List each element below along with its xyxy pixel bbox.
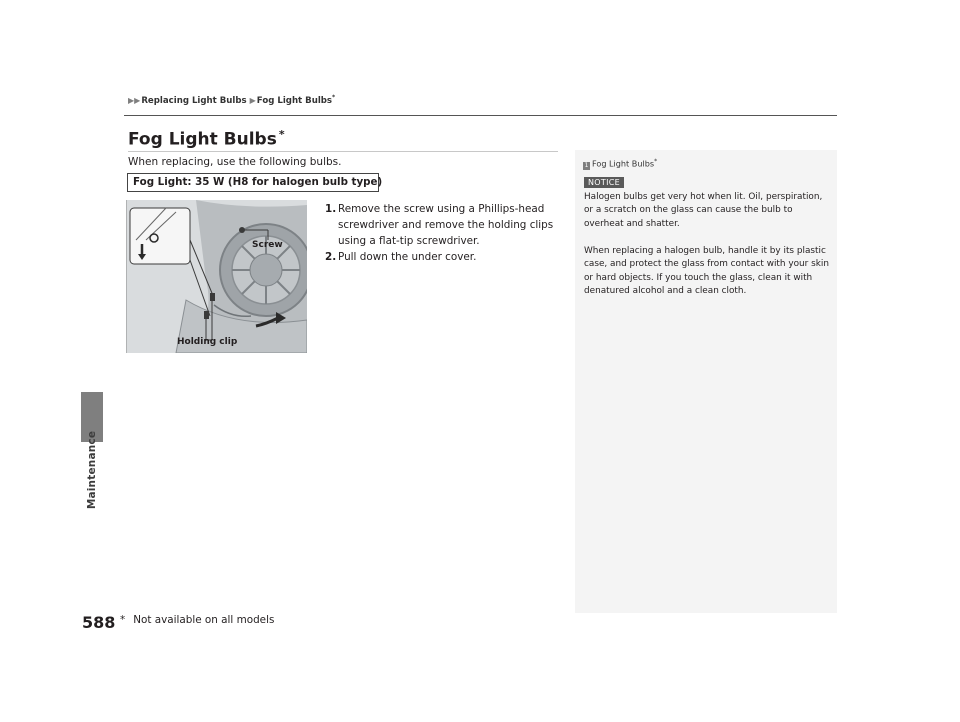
breadcrumb-asterisk: * bbox=[332, 94, 336, 101]
breadcrumb-item-fog-light-bulbs[interactable]: Fog Light Bulbs bbox=[256, 95, 333, 106]
breadcrumb-arrow-icon: ▶▶ bbox=[128, 95, 141, 105]
notice-badge: NOTICE bbox=[584, 177, 624, 188]
fog-light-illustration bbox=[126, 200, 307, 353]
page-number: 588 bbox=[82, 613, 116, 632]
note-paragraph: When replacing a halogen bulb, handle it by its plastic case, and protect the glass from contact with your skin or hard objects. If you touch the glass, clean it with denatured alcohol and a clean cloth. bbox=[584, 246, 829, 296]
step-text: Pull down the under cover. bbox=[338, 251, 477, 263]
breadcrumb-arrow-icon: ▶ bbox=[249, 95, 256, 105]
page-title-asterisk: * bbox=[278, 128, 285, 141]
step-number: 1. bbox=[325, 203, 337, 215]
bumper-diagram bbox=[126, 200, 307, 353]
note-asterisk: * bbox=[654, 158, 658, 165]
step-text: Remove the screw using a Phillips-head screwdriver and remove the holding clips using a flat-tip screwdriver. bbox=[338, 203, 554, 247]
footnote-text: Not available on all models bbox=[133, 614, 275, 626]
breadcrumb-item-replacing-light-bulbs[interactable]: Replacing Light Bulbs bbox=[141, 95, 247, 106]
breadcrumb bbox=[128, 94, 335, 106]
note-paragraph: Halogen bulbs get very hot when lit. Oil, perspiration, or a scratch on the glass can cause the bulb to overheat and shatter. bbox=[584, 192, 823, 229]
section-label: Maintenance bbox=[86, 430, 98, 510]
note-index-badge: 1 bbox=[584, 161, 589, 169]
side-note-heading bbox=[583, 158, 657, 170]
step-item bbox=[325, 201, 557, 249]
intro-text: When replacing, use the following bulbs. bbox=[128, 156, 342, 168]
title-divider bbox=[128, 151, 558, 152]
note-heading-text: Fog Light Bulbs bbox=[592, 158, 655, 169]
label-holding-clip: Holding clip bbox=[177, 337, 238, 347]
page-title bbox=[128, 128, 285, 150]
page-title-text: Fog Light Bulbs bbox=[128, 129, 277, 150]
step-number: 2. bbox=[325, 251, 337, 263]
bulb-spec-box: Fog Light: 35 W (H8 for halogen bulb type) bbox=[127, 173, 379, 192]
footnote bbox=[120, 614, 274, 626]
label-screw: Screw bbox=[252, 240, 283, 250]
header-divider bbox=[124, 115, 837, 116]
step-item bbox=[325, 249, 557, 265]
instruction-steps bbox=[325, 201, 557, 265]
footnote-mark: * bbox=[120, 614, 126, 626]
